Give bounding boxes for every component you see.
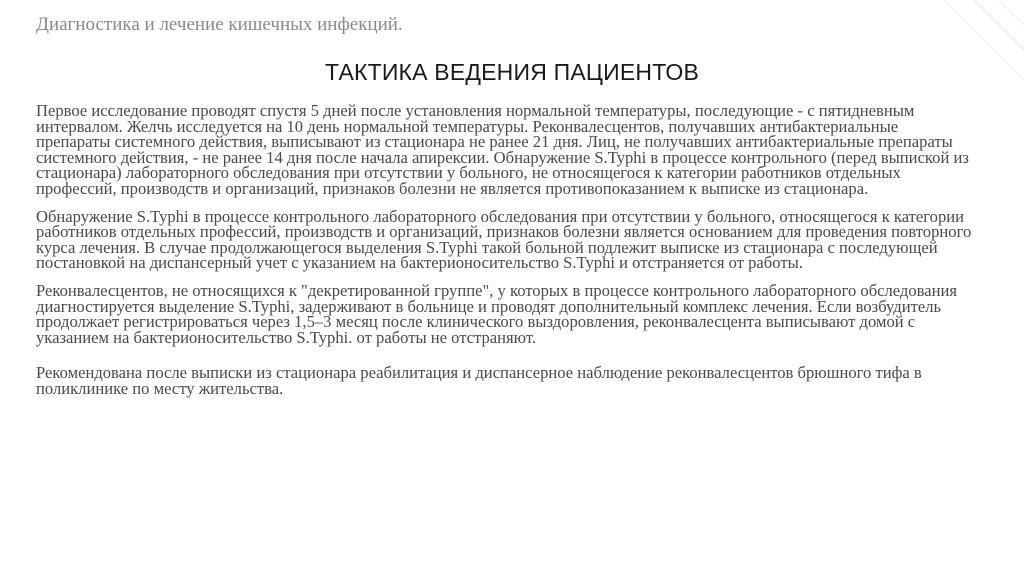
slide-title: ТАКТИКА ВЕДЕНИЯ ПАЦИЕНТОВ	[324, 59, 700, 85]
paragraph-4: Рекомендована после выписки из стационара реабилитация и диспансерное наблюдение реконвалесцентов брюшного тифа в поликлинике по месту жительства.	[36, 363, 922, 398]
slide-body	[36, 103, 976, 397]
paragraph-3: Реконвалесцентов, не относящихся к "декретированной группе", у которых в процессе контрольного лабораторного обследования диагностируется выделение S.Typhi, задерживают в больнице и проводят дополнительный комплекс лечения. Если возбудитель продолжает регистрироваться через 1,5–3 месяц после клинического выздоровления, реконвалесцента выписывают домой с указанием на бактерионосительство S.Typhi. от работы не отстраняют.	[36, 280, 958, 347]
slide-header: Диагностика и лечение кишечных инфекций.	[36, 14, 403, 35]
paragraph-1: Первое исследование проводят спустя 5 дней после установления нормальной температуры, последующие - с пятидневным интервалом. Желчь исследуется на 10 день нормальной температуры. Реконвалесцентов, получавших антибактериальные препараты системного действия, выписывают из стационара не ранее 21 дня. Лиц, не получавших антибактериальные препараты системного действия, - не ранее 14 дня после начала апирексии. Обнаружение S.Typhi в процессе контрольного (перед выпиской из стационара) лабораторного обследования при отсутствии у больного, не относящегося к категории работников отдельных профессий, производств и организаций, признаков болезни не является противопоказанием к выписке из стационара.	[36, 101, 969, 198]
paragraph-2: Обнаружение S.Typhi в процессе контрольного лабораторного обследования при отсутствии у больного, относящегося к категории работников отдельных профессий, производств и организаций, признаков болезни является основанием для проведения повторного курса лечения. В случае продолжающегося выделения S.Typhi такой больной подлежит выписке из стационара с последующей постановкой на диспансерный учет с указанием на бактерионосительство S.Typhi и отстраняется от работы.	[36, 206, 972, 273]
